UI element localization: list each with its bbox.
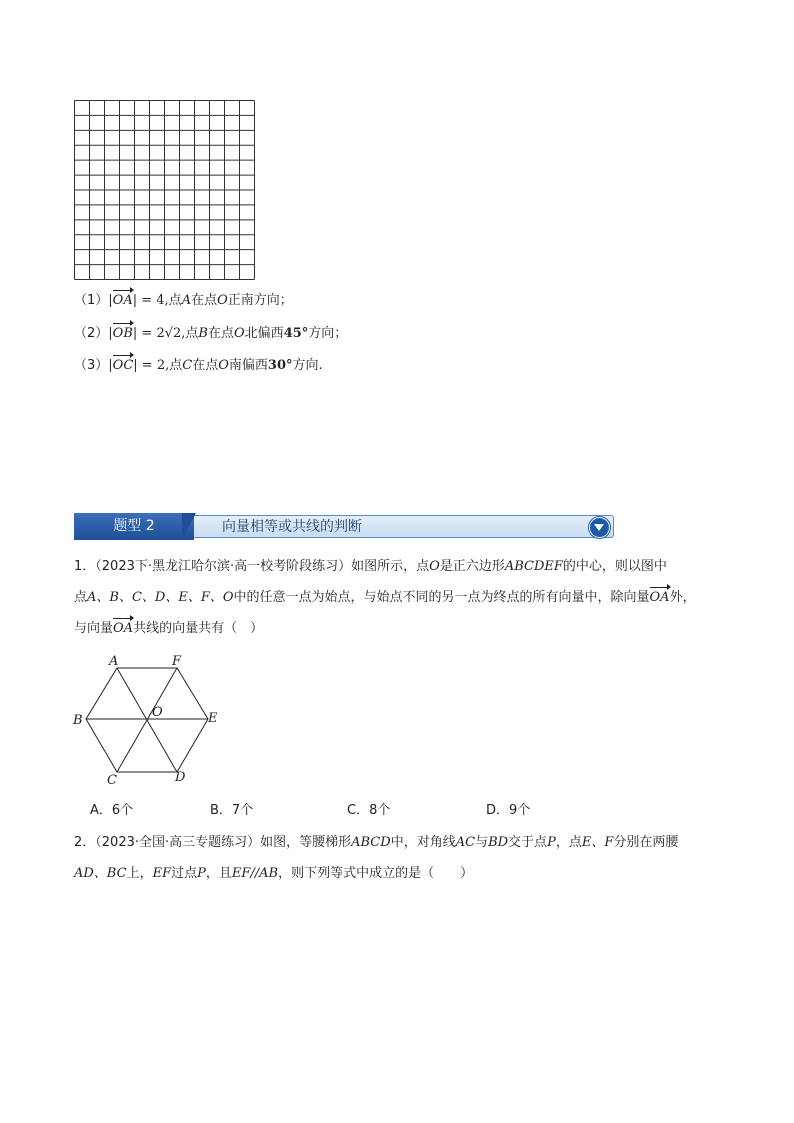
option-d[interactable]: D．9个 [486,803,531,818]
q1-line-2: 点A、B、C、D、E、F、O中的任意一点为始点，与始点不同的另一点为终点的所有向量中，除向量OA外， [74,590,696,605]
banner-slant [182,513,196,540]
option-b[interactable]: B．7个 [210,803,254,818]
grid-figure [74,100,256,281]
option-c[interactable]: C．8个 [347,803,391,818]
chevron-down-icon[interactable] [589,517,610,538]
label-e: E [208,711,218,726]
q1-line-3: 与向量OA共线的向量共有（ ） [74,621,264,636]
q2-line-2: AD、BC上，EF过点P，且EF//AB，则下列等式中成立的是（ ） [74,866,474,881]
item-2: （2）|OB| = 2√2,点B在点O北偏西45°方向； [74,326,348,341]
item-3: （3）|OC| = 2,点C在点O南偏西30°方向. [74,358,323,373]
label-c: C [107,773,117,788]
label-d: D [175,770,186,785]
q1-line-1: 1．（2023下·黑龙江哈尔滨·高一校考阶段练习）如图所示，点O是正六边形ABCDEF的中心，则以图中 [74,559,667,574]
section-banner [74,513,614,540]
label-o: O [152,705,163,720]
label-f: F [172,654,182,669]
q2-line-1: 2．（2023·全国·高三专题练习）如图，等腰梯形ABCD中，对角线AC与BD交于点P，点E、F分别在两腰 [74,835,679,850]
banner-title: 向量相等或共线的判断 [222,519,362,535]
label-a: A [109,654,119,669]
option-a[interactable]: A．6个 [90,803,134,818]
label-b: B [73,713,83,728]
hexagon-figure [68,648,228,788]
banner-label: 题型 2 [74,513,194,540]
item-1: （1）|OA| = 4,点A在点O正南方向； [74,293,293,308]
